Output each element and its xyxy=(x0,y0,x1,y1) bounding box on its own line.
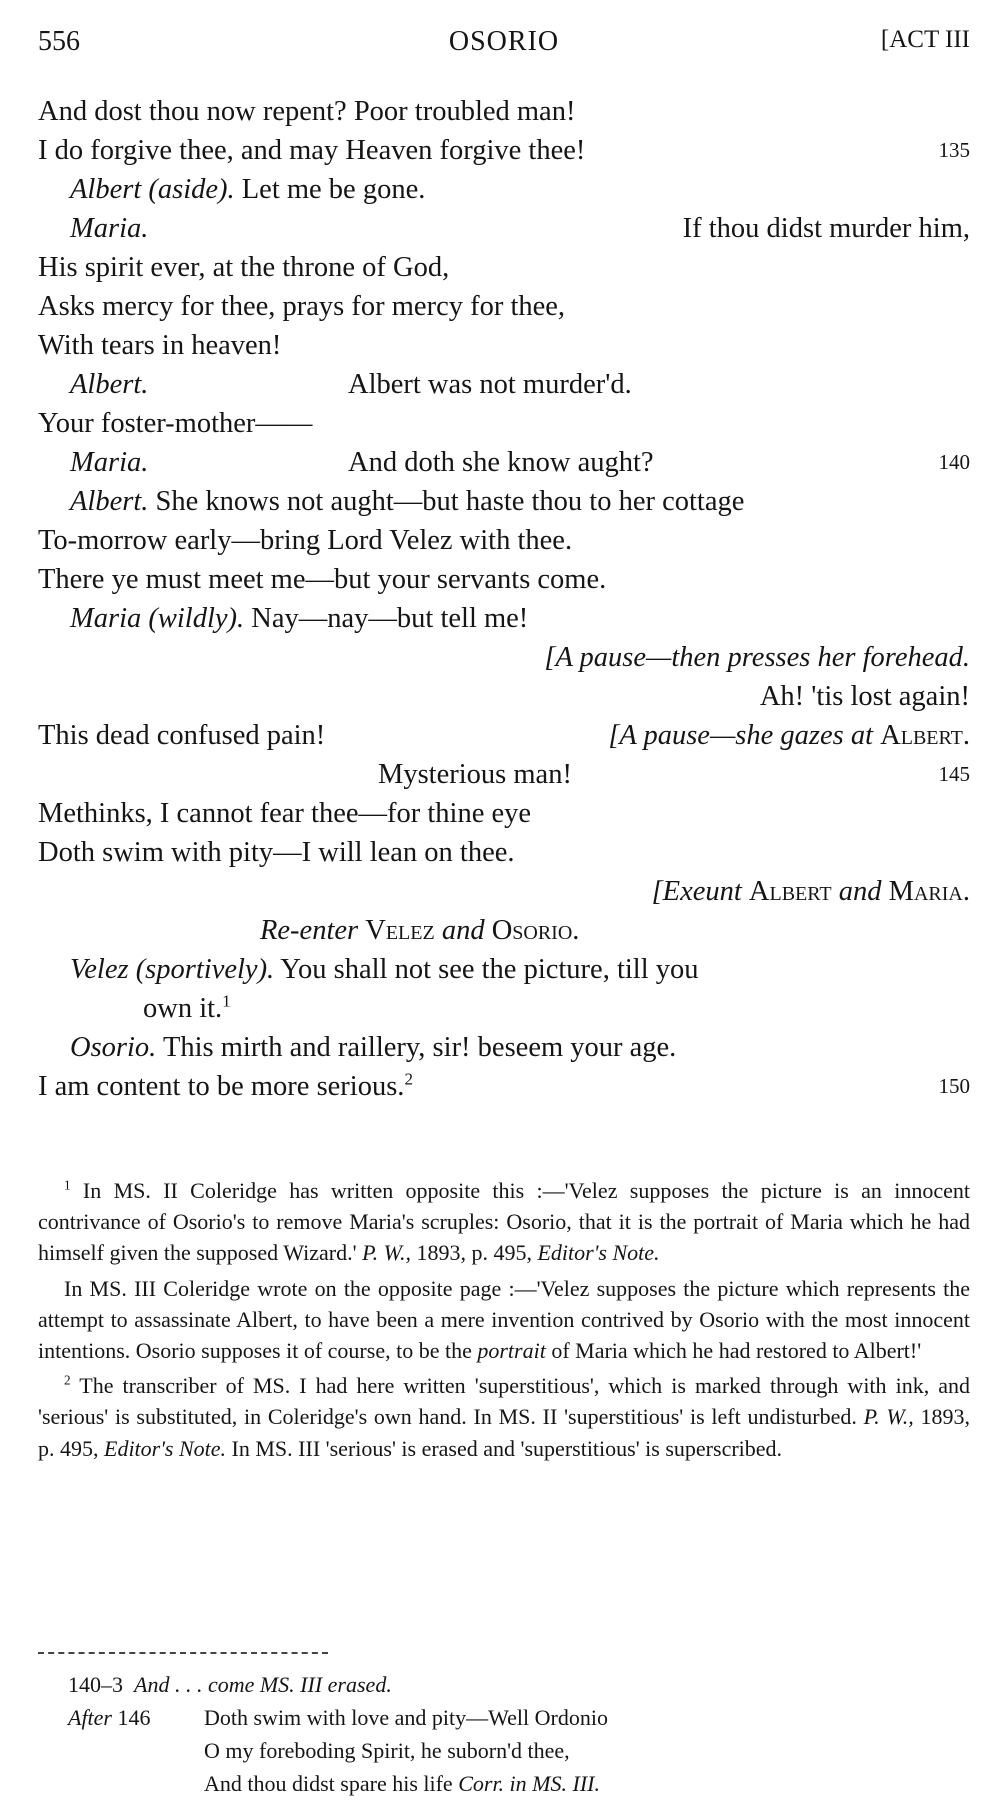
footnote-ref[interactable]: 2 xyxy=(404,1069,413,1089)
speaker-name: Albert. xyxy=(70,369,149,400)
stage-direction: [Exeunt Albert and Maria. xyxy=(651,876,970,907)
speaker-name: Osorio. xyxy=(70,1032,157,1063)
verse-line: There ye must meet me—but your servants come. xyxy=(38,564,607,595)
variant-label: After 146 xyxy=(68,1705,151,1730)
verse-line: And dost thou now repent? Poor troubled man! xyxy=(38,96,576,127)
variant-line: O my foreboding Spirit, he suborn'd thee, xyxy=(204,1738,570,1763)
verse-line: Ah! 'tis lost again! xyxy=(759,681,970,712)
act-label: [ACT III xyxy=(880,26,970,53)
verse-line xyxy=(38,872,970,911)
running-header xyxy=(38,26,970,66)
verse-block xyxy=(38,92,970,1106)
verse-line: own it.$^1$ xyxy=(143,991,231,1024)
verse-line: Maria (wildly). Nay—nay—but tell me! xyxy=(70,603,529,634)
stage-direction: [A pause—then presses her forehead. xyxy=(544,642,970,673)
verse-line: Osorio. This mirth and raillery, sir! beseem your age. xyxy=(70,1032,677,1063)
variant-line: And thou didst spare his life Corr. in MS. III. xyxy=(204,1771,600,1796)
footnotes xyxy=(38,1175,970,1468)
verse-line: Albert. Albert was not murder'd. xyxy=(70,369,632,400)
verse-line xyxy=(38,911,970,950)
verse-line: Methinks, I cannot fear thee—for thine eye xyxy=(38,798,532,829)
stage-direction: Re-enter Velez and Osorio. xyxy=(260,915,580,946)
verse-line: I am content to be more serious.$^2$ 150 xyxy=(38,1067,970,1106)
variant-label: 140–3 xyxy=(68,1672,123,1697)
verse-line: Albert. She knows not aught—but haste thou to her cottage xyxy=(70,486,745,517)
verse-line: Doth swim with pity—I will lean on thee. xyxy=(38,837,515,868)
line-number: 145 xyxy=(938,762,970,786)
verse-line: Maria. And doth she know aught? 140 xyxy=(38,443,970,482)
speaker-name: Albert. xyxy=(70,486,149,517)
verse-line: His spirit ever, at the throne of God, xyxy=(38,252,450,283)
speaker-name: Maria. xyxy=(70,213,149,244)
line-number: 150 xyxy=(938,1074,970,1098)
line-number: 135 xyxy=(938,138,970,162)
footnote-ref[interactable]: 1 xyxy=(222,991,231,1011)
footnote-2: $^2$ The transcriber of MS. I had here written 'superstitious', which is marked through with ink, and 'serious' is substituted, in Coleridge's own hand. In MS. II 'superstitious' is left undisturbed. P. W., 1893, p. 495, Editor's Note. In MS. III 'serious' is erased and 'superstitious' is superscribed. xyxy=(38,1372,970,1461)
verse-line: Your foster-mother—— xyxy=(38,408,313,439)
speaker-name: Albert xyxy=(70,174,142,205)
verse-line: This dead confused pain! [A pause—she gazes at Albert. xyxy=(38,716,970,755)
speaker-name: Maria xyxy=(70,603,142,634)
verse-line: With tears in heaven! xyxy=(38,330,282,361)
verse-line: Asks mercy for thee, prays for mercy for thee, xyxy=(38,291,566,322)
verse-line: Velez (sportively). You shall not see the picture, till you xyxy=(70,954,699,985)
footnote-1: $^1$ In MS. II Coleridge has written opposite this :—'Velez supposes the picture is an innocent contrivance of Osorio's to remove Maria's scruples: Osorio, that it is the portrait of Maria which he had himself given the supposed Wizard.' P. W., 1893, p. 495, Editor's Note. xyxy=(38,1177,970,1266)
verse-line: Albert (aside). Let me be gone. xyxy=(70,174,426,205)
stage-direction: (sportively). xyxy=(135,954,275,985)
footnote-mark: 1 xyxy=(64,1177,71,1193)
verse-line xyxy=(38,638,970,677)
verse-line: Mysterious man! 145 xyxy=(38,755,970,794)
stage-direction: (wildly). xyxy=(148,603,245,634)
verse-line: I do forgive thee, and may Heaven forgive thee! 135 xyxy=(38,131,970,170)
footnote-1-continued: In MS. III Coleridge wrote on the opposite page :—'Velez supposes the picture which represents the attempt to assassinate Albert, to have been a mere invention contrived by Osorio with the most innocent intentions. Osorio supposes it of course, to be the portrait of Maria which he had restored to Albert!' xyxy=(38,1275,970,1364)
line-number: 140 xyxy=(938,450,970,474)
variant-readings xyxy=(38,1668,970,1800)
apparatus-divider xyxy=(38,1652,328,1654)
variant-line: After 146 Doth swim with love and pity—Well Ordonio xyxy=(38,1701,970,1734)
variant-line: 140–3 And . . . come MS. III erased. xyxy=(38,1668,970,1701)
verse-line: To-morrow early—bring Lord Velez with thee. xyxy=(38,525,573,556)
stage-direction: [A pause—she gazes at Albert. xyxy=(608,720,970,751)
footnote-mark: 2 xyxy=(64,1372,71,1388)
page-title: OSORIO xyxy=(448,26,560,57)
page-number: 556 xyxy=(38,26,80,57)
verse-line: Maria. If thou didst murder him, xyxy=(70,213,970,244)
speaker-name: Velez xyxy=(70,954,129,985)
stage-direction: (aside). xyxy=(148,174,235,205)
speaker-name: Maria. xyxy=(70,447,149,478)
